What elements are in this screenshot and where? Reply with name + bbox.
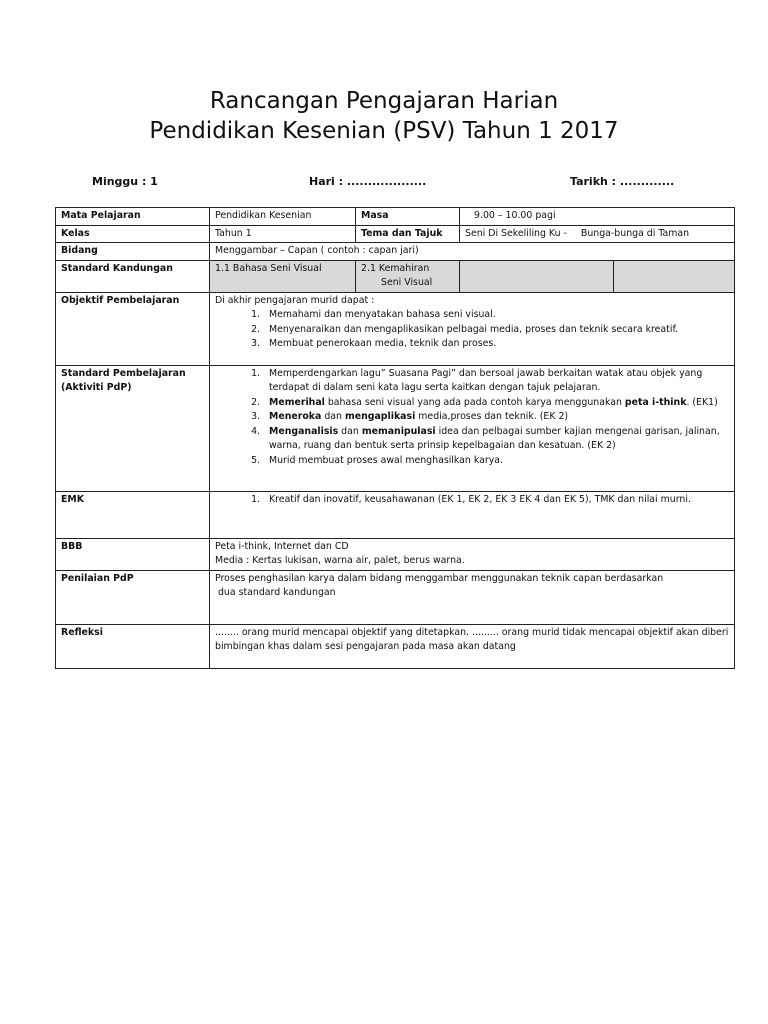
bidang-label: Bidang xyxy=(56,243,210,261)
table-row-standard-pembelajaran xyxy=(56,365,735,491)
obj-item: 3. Membuat penerokaan media, teknik dan proses. xyxy=(263,337,729,352)
tema-value-b: Bunga-bunga di Taman xyxy=(580,227,690,239)
table-row-mata xyxy=(56,208,735,226)
sp-term: Menganalisis xyxy=(269,425,339,437)
sp-item: 3. Meneroka dan mengaplikasi media,proses dan teknik. (EK 2) xyxy=(263,410,729,425)
sp-term: mengaplikasi xyxy=(344,411,416,422)
pen-content xyxy=(210,570,735,624)
sp-item: 4. Menganalisis dan memanipulasi idea dan pelbagai sumber kajian mengenai garisan, jalinan, warna, ruang dan bentuk serta prinsip kepelbagaian dan kesatuan. (EK 2) xyxy=(263,425,729,454)
sk-item-2 xyxy=(356,260,460,292)
minggu-field: Minggu : 1 xyxy=(92,175,158,188)
sk-label: Standard Kandungan xyxy=(56,260,210,292)
bbb-line2: Media : Kertas lukisan, warna air, palet, berus warna. xyxy=(215,555,465,566)
table-row-bbb xyxy=(56,538,735,570)
obj-intro: Di akhir pengajaran murid dapat : xyxy=(215,294,375,306)
sp-term: peta i-think xyxy=(624,396,687,408)
pen-label: Penilaian PdP xyxy=(56,570,210,624)
tema-value-a: Seni Di Sekeliling Ku - xyxy=(465,227,567,239)
table-row-emk xyxy=(56,491,735,538)
sp-label-line1: Standard Pembelajaran xyxy=(61,367,186,379)
sk-item-1: 1.1 Bahasa Seni Visual xyxy=(210,260,356,292)
sp-list xyxy=(215,367,729,469)
emk-label: EMK xyxy=(56,491,210,538)
obj-list xyxy=(215,308,729,352)
sk-item-2-line1: 2.1 Kemahiran xyxy=(361,262,430,274)
sp-label xyxy=(56,365,210,491)
tema-value xyxy=(460,225,735,243)
pen-line1: Proses penghasilan karya dalam bidang menggambar menggunakan teknik capan berdasarkan xyxy=(215,572,664,584)
bbb-line1: Peta i-think, Internet dan CD xyxy=(215,540,349,552)
emk-list xyxy=(215,493,729,508)
table-row-kelas xyxy=(56,225,735,243)
masa-value: 9.00 – 10.00 pagi xyxy=(460,208,735,226)
kelas-label: Kelas xyxy=(56,225,210,243)
table-row-standard-kandungan xyxy=(56,260,735,292)
masa-label: Masa xyxy=(356,208,460,226)
document-title xyxy=(0,86,768,146)
sp-term: memanipulasi xyxy=(361,425,436,437)
sp-label-line2: (Aktiviti PdP) xyxy=(61,382,132,393)
emk-item: 1. Kreatif dan inovatif, keusahawanan (EK 1, EK 2, EK 3 EK 4 dan EK 5), TMK dan nilai murni. xyxy=(263,493,729,508)
mata-label: Mata Pelajaran xyxy=(56,208,210,226)
obj-item: 1. Memahami dan menyatakan bahasa seni visual. xyxy=(263,308,729,323)
tema-label: Tema dan Tajuk xyxy=(356,225,460,243)
mata-value: Pendidikan Kesenian xyxy=(210,208,356,226)
sk-empty-1 xyxy=(460,260,614,292)
table-row-penilaian xyxy=(56,570,735,624)
sp-item: 5. Murid membuat proses awal menghasilkan karya. xyxy=(263,454,729,469)
bbb-label: BBB xyxy=(56,538,210,570)
tarikh-field: Tarikh : ............. xyxy=(570,175,675,188)
obj-item: 2. Menyenaraikan dan mengaplikasikan pelbagai media, proses dan teknik secara kreatif. xyxy=(263,323,729,338)
pen-line2: dua standard kandungan xyxy=(215,587,336,598)
ref-label: Refleksi xyxy=(56,624,210,668)
table-row-objektif xyxy=(56,292,735,365)
bidang-value: Menggambar – Capan ( contoh : capan jari) xyxy=(210,243,735,261)
bbb-content xyxy=(210,538,735,570)
hari-field: Hari : ................... xyxy=(309,175,427,188)
title-line-2: Pendidikan Kesenian (PSV) Tahun 1 2017 xyxy=(149,118,619,144)
table-row-refleksi xyxy=(56,624,735,668)
emk-content xyxy=(210,491,735,538)
lesson-plan-table xyxy=(55,207,735,669)
table-row-bidang xyxy=(56,243,735,261)
obj-label: Objektif Pembelajaran xyxy=(56,292,210,365)
kelas-value: Tahun 1 xyxy=(210,225,356,243)
sk-empty-2 xyxy=(614,260,735,292)
sp-item: 2. Memerihal bahasa seni visual yang ada pada contoh karya menggunakan peta i-think. (EK1) xyxy=(263,396,729,411)
ref-content: ........ orang murid mencapai objektif yang ditetapkan. ......... orang murid tidak mencapai objektif akan diberi bimbingan khas dalam sesi pengajaran pada masa akan datang xyxy=(210,624,735,668)
obj-content xyxy=(210,292,735,365)
sk-item-2-line2: Seni Visual xyxy=(381,277,433,288)
sp-term: Memerihal xyxy=(269,396,325,408)
sp-content xyxy=(210,365,735,491)
sp-term: Meneroka xyxy=(269,411,322,422)
title-line-1: Rancangan Pengajaran Harian xyxy=(209,88,559,114)
sp-item: 1. Memperdengarkan lagu” Suasana Pagi” dan bersoal jawab berkaitan watak atau objek yang terdapat di dalam seni kata lagu serta kaitkan dengan tajuk pelajaran. xyxy=(263,367,729,396)
